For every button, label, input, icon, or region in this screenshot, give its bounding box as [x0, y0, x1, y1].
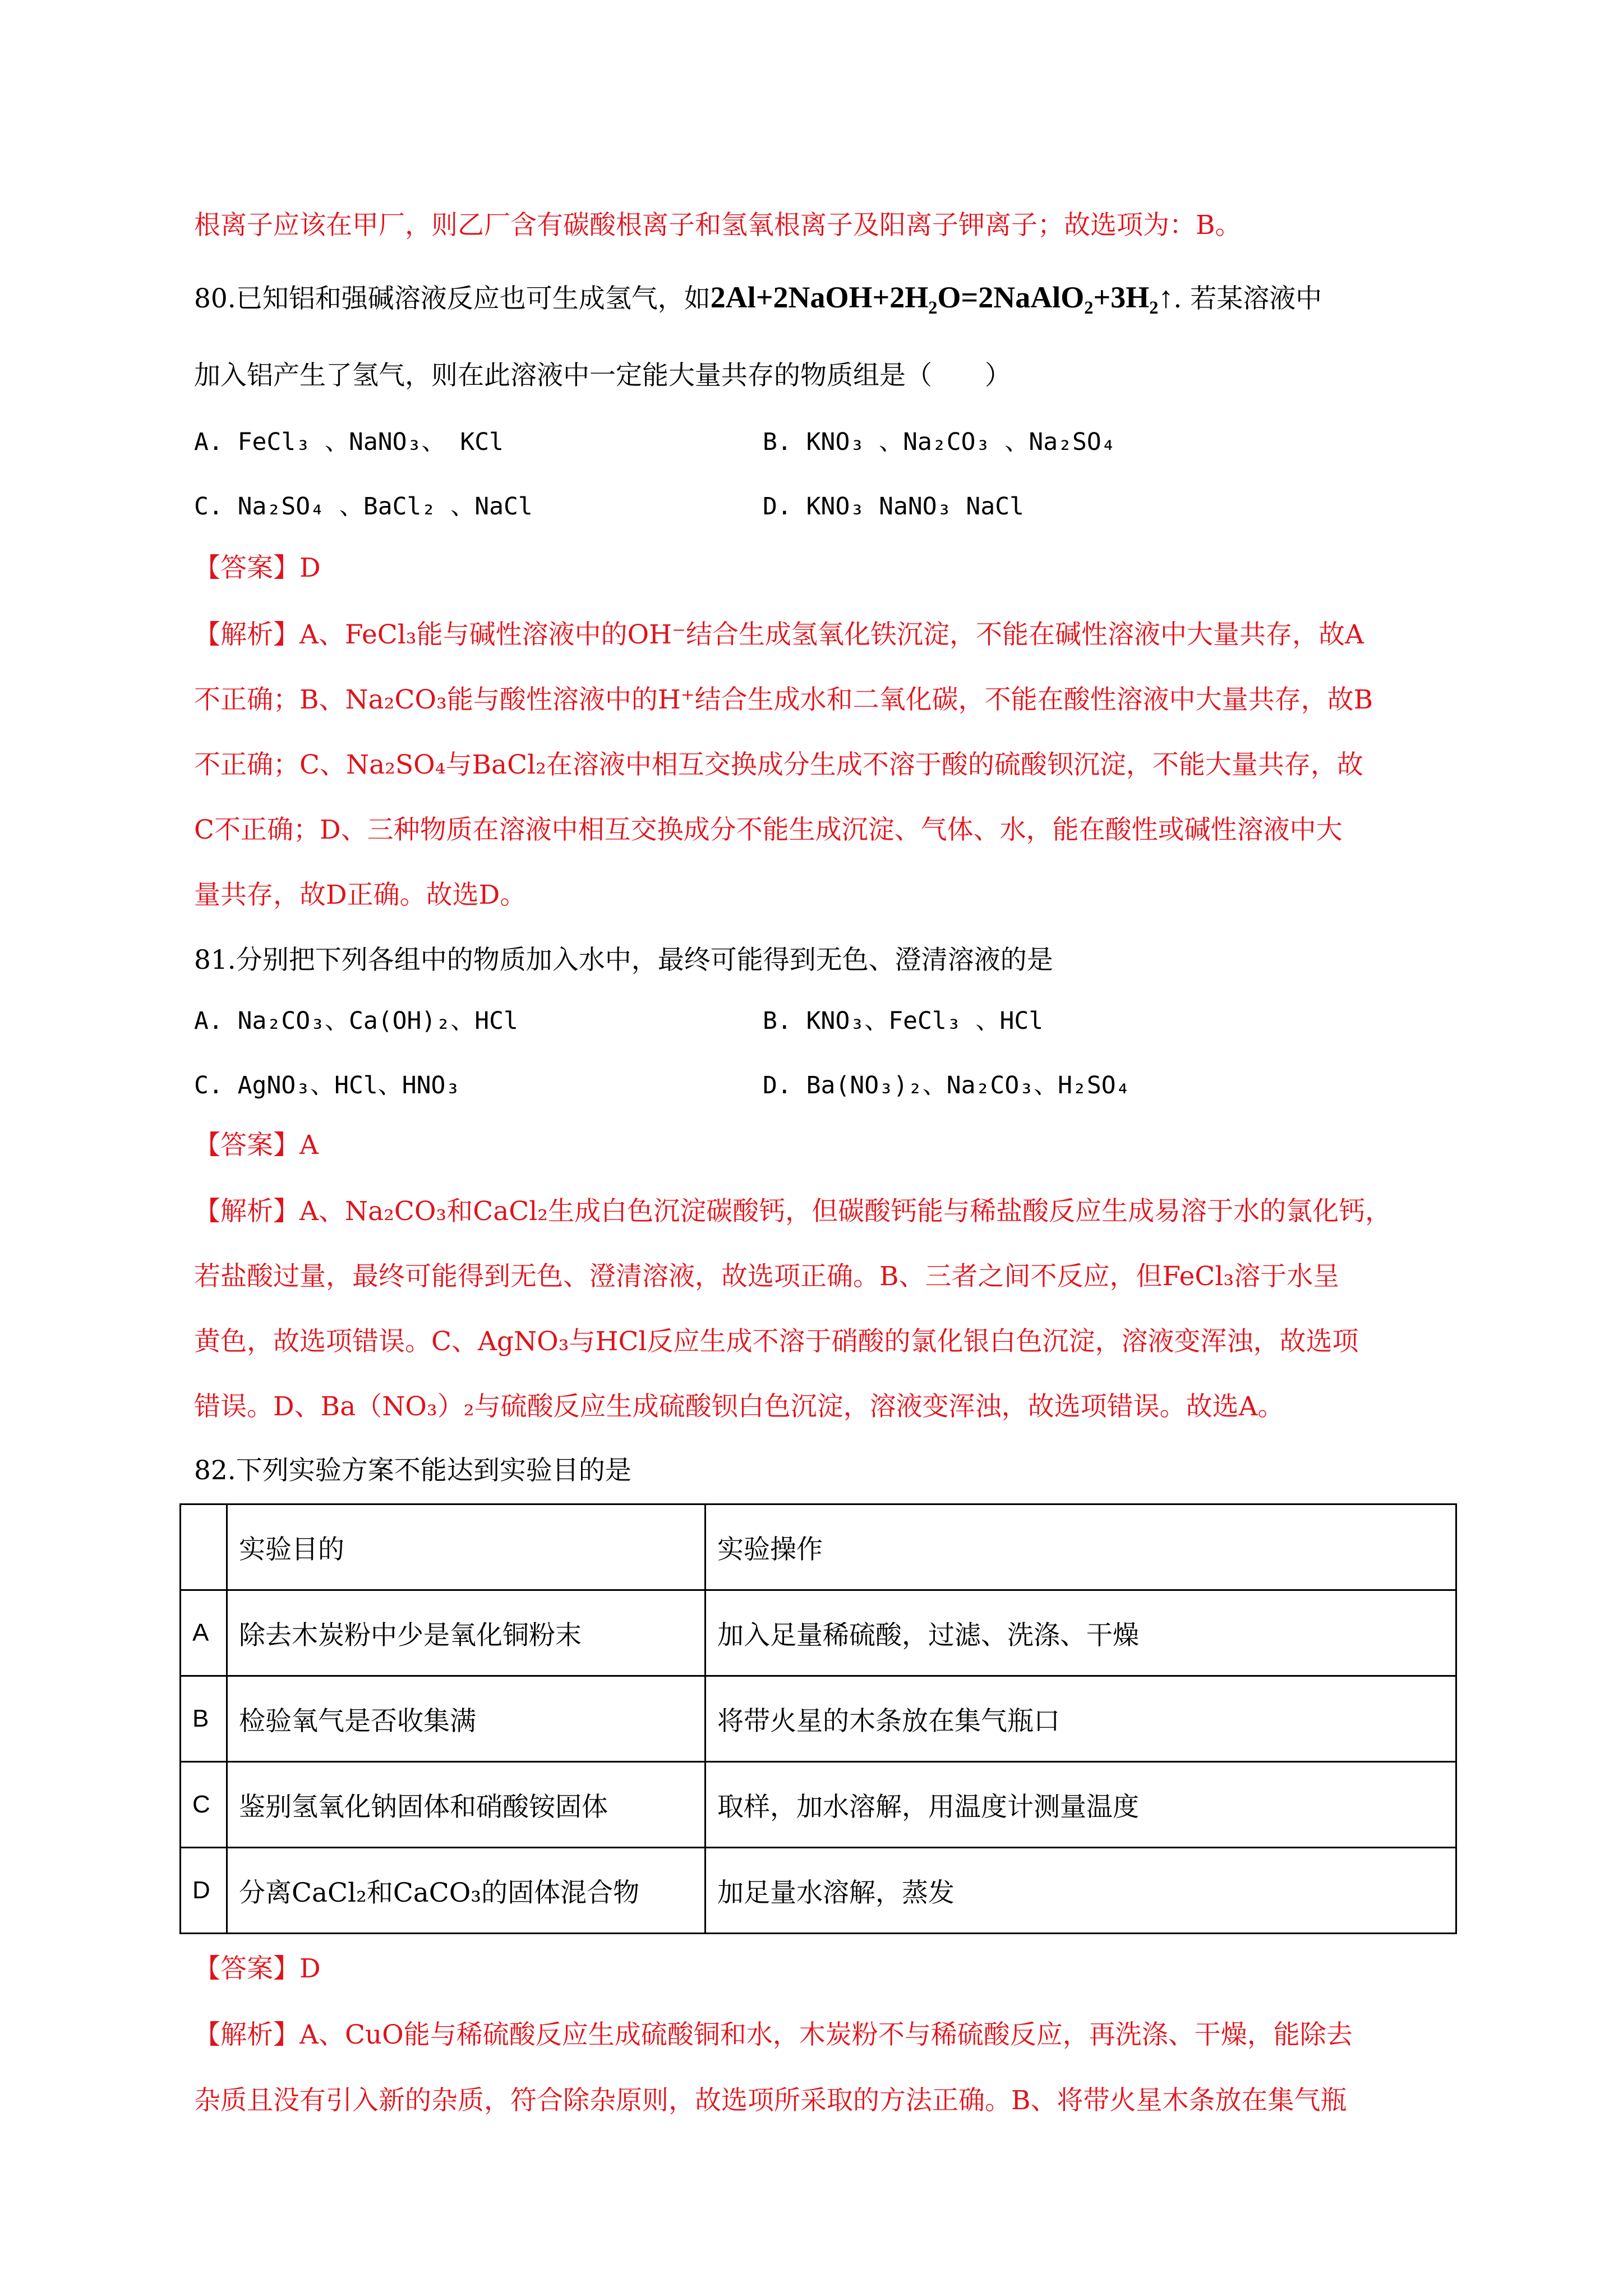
- q80-text-a: 80.已知铝和强碱溶液反应也可生成氢气，如: [194, 283, 711, 314]
- q80-explanation-5: 量共存，故D正确。故选D。: [194, 880, 527, 910]
- table-header-cell: 实验目的: [227, 1504, 706, 1590]
- q80-text-b: . 若某溶液中: [1173, 283, 1322, 314]
- q81-explanation-4: 错误。D、Ba（NO₃）₂与硫酸反应生成硫酸钡白色沉淀，溶液变浑浊，故选项错误。故选A。: [194, 1391, 1284, 1422]
- q80-explanation-3: 不正确；C、Na₂SO₄与BaCl₂在溶液中相互交换成分生成不溶于酸的硫酸钡沉淀，不能大量共存，故: [194, 749, 1363, 780]
- q81-option-b: B. KNO₃、FeCl₃ 、HCl: [763, 1007, 1044, 1035]
- q82-explanation-1: 【解析】A、CuO能与稀硫酸反应生成硫酸铜和水，木炭粉不与稀硫酸反应，再洗涤、干燥，能除去: [194, 2019, 1353, 2050]
- table-row: [181, 1848, 1456, 1934]
- table-cell-label: C: [181, 1762, 227, 1848]
- table-header-row: [181, 1504, 1456, 1590]
- table-cell: 鉴别氢氧化钠固体和硝酸铵固体: [227, 1762, 706, 1848]
- q81-answer: 【答案】A: [194, 1130, 319, 1161]
- table-cell-label: D: [181, 1848, 227, 1934]
- q81-explanation-2: 若盐酸过量，最终可能得到无色、澄清溶液，故选项正确。B、三者之间不反应，但FeCl₃溶于水呈: [194, 1261, 1340, 1292]
- q81-explanation-1: 【解析】A、Na₂CO₃和CaCl₂生成白色沉淀碳酸钙，但碳酸钙能与稀盐酸反应生成易溶于水的氯化钙，: [194, 1196, 1392, 1227]
- question-82: 82.下列实验方案不能达到实验目的是: [194, 1455, 631, 1486]
- q81-option-a: A. Na₂CO₃、Ca(OH)₂、HCl: [194, 1007, 518, 1035]
- table-cell-label: A: [181, 1590, 227, 1676]
- question-80-line-2: 加入铝产生了氢气，则在此溶液中一定能大量共存的物质组是（ ）: [194, 360, 1011, 391]
- q80-option-b: B. KNO₃ 、Na₂CO₃ 、Na₂SO₄: [763, 428, 1116, 456]
- experiment-table: [179, 1503, 1457, 1934]
- table-cell: 检验氧气是否收集满: [227, 1676, 706, 1762]
- q81-option-d: D. Ba(NO₃)₂、Na₂CO₃、H₂SO₄: [763, 1071, 1131, 1099]
- question-81: 81.分别把下列各组中的物质加入水中，最终可能得到无色、澄清溶液的是: [194, 945, 1053, 976]
- q80-explanation-1: 【解析】A、FeCl₃能与碱性溶液中的OH⁻结合生成氢氧化铁沉淀，不能在碱性溶液中大量共存，故A: [194, 619, 1364, 650]
- table-header-cell: [181, 1504, 227, 1590]
- table-row: [181, 1762, 1456, 1848]
- q80-option-a: A. FeCl₃ 、NaNO₃、 KCl: [194, 428, 504, 456]
- table-header-cell: 实验操作: [706, 1504, 1456, 1590]
- q82-explanation-2: 杂质且没有引入新的杂质，符合除杂原则，故选项所采取的方法正确。B、将带火星木条放在集气瓶: [194, 2085, 1347, 2116]
- q82-answer: 【答案】D: [194, 1953, 321, 1984]
- q80-explanation-4: C不正确；D、三种物质在溶液中相互交换成分不能生成沉淀、气体、水，能在酸性或碱性溶液中大: [194, 815, 1343, 845]
- q81-explanation-3: 黄色，故选项错误。C、AgNO₃与HCl反应生成不溶于硝酸的氯化银白色沉淀，溶液变浑浊，故选项: [194, 1326, 1359, 1357]
- continuation-line: 根离子应该在甲厂，则乙厂含有碳酸根离子和氢氧根离子及阳离子钾离子；故选项为：B。: [194, 210, 1242, 241]
- table-cell: 除去木炭粉中少是氧化铜粉末: [227, 1590, 706, 1676]
- question-80-line-1: [194, 280, 1322, 316]
- table-row: [181, 1590, 1456, 1676]
- table-cell: 将带火星的木条放在集气瓶口: [706, 1676, 1456, 1762]
- table-cell: 加入足量稀硫酸，过滤、洗涤、干燥: [706, 1590, 1456, 1676]
- q81-option-c: C. AgNO₃、HCl、HNO₃: [194, 1071, 460, 1099]
- table-cell: 取样，加水溶解，用温度计测量温度: [706, 1762, 1456, 1848]
- table-cell-label: B: [181, 1676, 227, 1762]
- q80-option-d: D. KNO₃ NaNO₃ NaCl: [763, 493, 1024, 521]
- q80-answer: 【答案】D: [194, 553, 321, 583]
- table-cell: 加足量水溶解，蒸发: [706, 1848, 1456, 1934]
- table-row: [181, 1676, 1456, 1762]
- q80-explanation-2: 不正确；B、Na₂CO₃能与酸性溶液中的H⁺结合生成水和二氧化碳，不能在酸性溶液中大量共存，故B: [194, 684, 1373, 715]
- q80-equation: 2Al+2NaOH+2H₂O=2NaAlO₂+3H₂↑: [710, 280, 1174, 314]
- table-cell: 分离CaCl₂和CaCO₃的固体混合物: [227, 1848, 706, 1934]
- q80-option-c: C. Na₂SO₄ 、BaCl₂ 、NaCl: [194, 493, 533, 521]
